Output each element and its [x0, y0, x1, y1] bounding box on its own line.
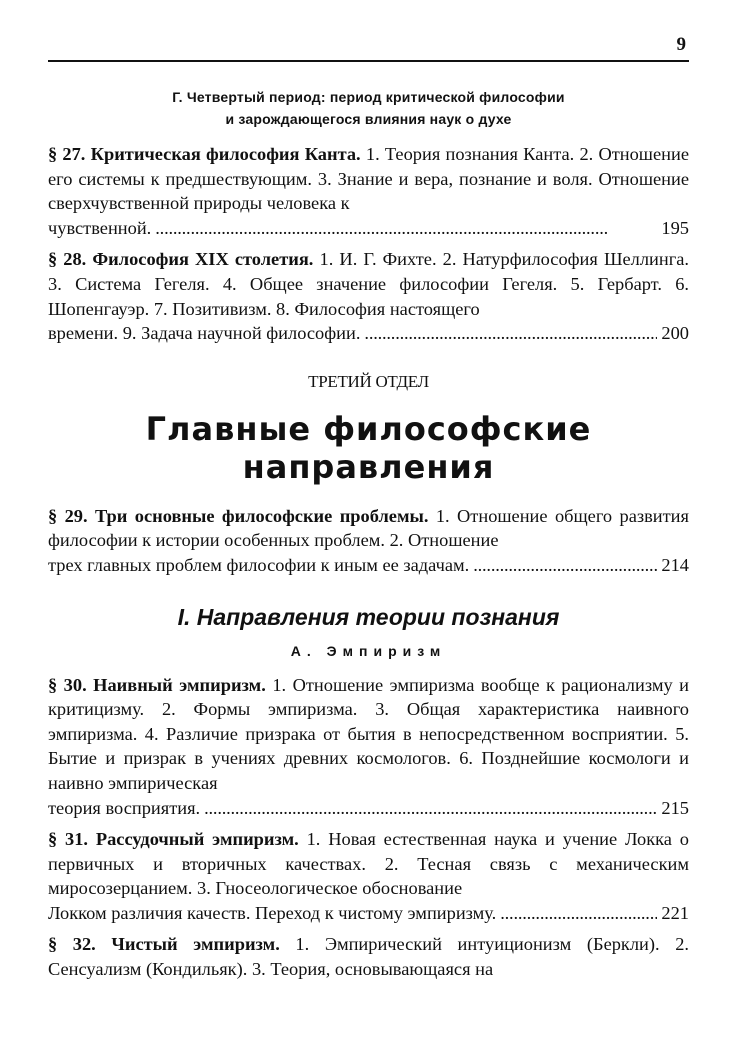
toc-entry-leader	[48, 321, 689, 346]
toc-entry-last-line: времени. 9. Задача научной философии.	[48, 323, 361, 344]
toc-content	[48, 86, 689, 989]
toc-entry-text: 1. Эмпирический интуиционизм (Беркли). 2. Сенсуализм (Кондильяк). 3. Теория, основывающаяся на	[48, 934, 689, 980]
dot-leader	[364, 321, 657, 346]
part-label: ТРЕТИЙ ОТДЕЛ	[308, 371, 429, 391]
toc-page-number: 195	[661, 217, 689, 238]
dot-leader	[204, 796, 657, 821]
toc-entry-last-line: трех главных проблем философии к иным ее задачам.	[48, 554, 470, 575]
dot-leader	[500, 901, 657, 926]
toc-page-number: 221	[661, 902, 689, 923]
toc-entry-title: § 27. Критическая философия Канта.	[48, 144, 361, 164]
toc-entry-32[interactable]	[48, 932, 689, 981]
toc-entry-last-line: Локком различия качеств. Переход к чистому эмпиризму.	[48, 902, 497, 923]
toc-entry-30[interactable]	[48, 673, 689, 821]
toc-entry-31[interactable]	[48, 827, 689, 925]
dot-leader	[155, 216, 657, 241]
period-heading	[48, 86, 689, 130]
toc-entry-title: § 32. Чистый эмпиризм.	[48, 934, 280, 955]
dot-leader	[473, 553, 657, 578]
header-rule	[48, 60, 689, 62]
toc-entry-text: 1. И. Г. Фихте. 2. Натурфилософия Шеллинга. 3. Система Гегеля. 4. Общее значение философии Гегеля. 5. Гербарт. 6. Шопенгауэр. 7. Позитивизм. 8. Философия настоящего	[48, 249, 690, 319]
toc-entry-28[interactable]	[48, 247, 689, 345]
toc-page-number: 214	[661, 554, 689, 575]
toc-entry-29[interactable]	[48, 504, 689, 578]
toc-entry-leader	[48, 796, 689, 821]
subsubsection-title: А. Эмпиризм	[290, 642, 447, 659]
part-title-line1: Главные философские	[145, 409, 592, 448]
period-heading-line1: Г. Четвертый период: период критической философии	[172, 89, 565, 105]
toc-page-number: 200	[661, 323, 689, 344]
toc-entry-text: 1. Теория познания Канта. 2. Отношение его системы к предшествующим. 3. Знание и вера, познание и воля. Отношение сверхчувственной природы человека к	[48, 144, 689, 214]
toc-entry-last-line: теория восприятия.	[48, 797, 201, 818]
toc-entry-text: 1. Новая естественная наука и учение Локка о первичных и вторичных качествах. 2. Тесная связь с механическим миросозерцанием. 3. Гносеологическое обоснование	[48, 829, 689, 899]
period-heading-line2: и зарождающегося влияния наук о духе	[225, 111, 512, 127]
toc-entry-leader	[48, 901, 689, 926]
toc-entry-leader	[48, 216, 689, 241]
toc-entry-title: § 29. Три основные философские проблемы.	[48, 505, 429, 526]
toc-entry-27[interactable]	[48, 142, 689, 240]
toc-entry-title: § 28. Философия XIX столетия.	[48, 249, 314, 270]
toc-entry-title: § 31. Рассудочный эмпиризм.	[48, 829, 299, 850]
toc-entry-last-line: чувственной.	[48, 217, 152, 238]
subsection-title: I. Направления теории познания	[177, 603, 560, 630]
part-title	[48, 410, 689, 486]
toc-entry-title: § 30. Наивный эмпиризм.	[48, 674, 266, 695]
toc-page-number: 215	[661, 797, 689, 818]
part-title-line2: направления	[242, 447, 495, 486]
toc-entry-text: 1. Отношение эмпиризма вообще к рационализму и критицизму. 2. Формы эмпиризма. 3. Общая характеристика наивного эмпиризма. 4. Различие призрака от бытия в непосредственном восприятии. 5. Бытие и призрак в учениях древних космологов. 6. Позднейшие космологи и наивно эмпирическая	[48, 674, 689, 793]
page-number: 9	[676, 34, 686, 55]
toc-entry-leader	[48, 553, 689, 578]
toc-entry-text: 1. Отношение общего развития философии к истории особенных проблем. 2. Отношение	[48, 505, 689, 551]
